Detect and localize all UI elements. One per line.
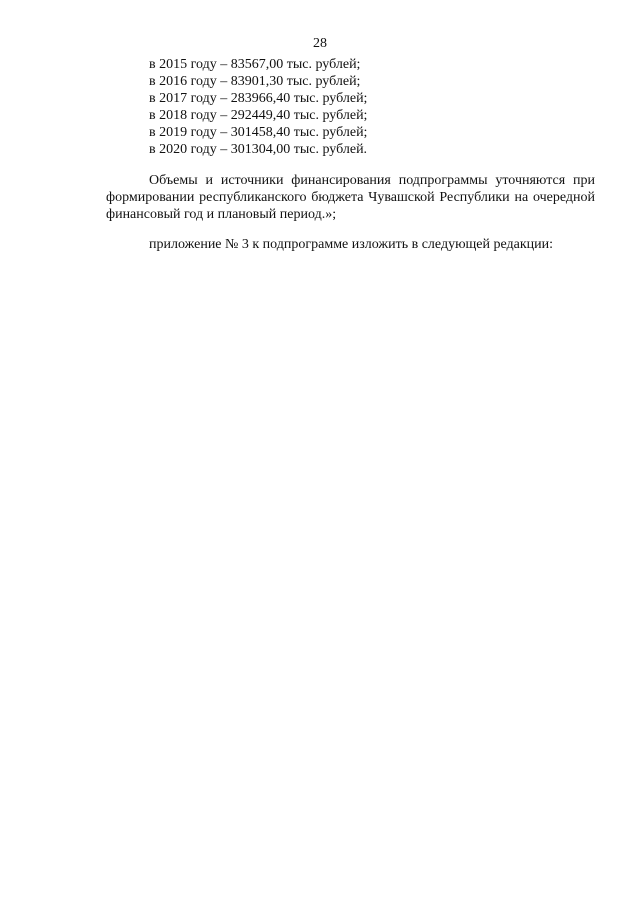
- funding-line-2019: в 2019 году – 301458,40 тыс. рублей;: [149, 125, 368, 140]
- funding-line-2016: в 2016 году – 83901,30 тыс. рублей;: [149, 74, 361, 89]
- funding-line-2020: в 2020 году – 301304,00 тыс. рублей.: [149, 142, 368, 157]
- funding-line-2018: в 2018 году – 292449,40 тыс. рублей;: [149, 108, 368, 123]
- appendix-note-paragraph: приложение № 3 к подпрограмме изложить в следующей редакции:: [149, 237, 554, 252]
- page-number: 28: [313, 36, 327, 51]
- funding-line-2015: в 2015 году – 83567,00 тыс. рублей;: [149, 57, 361, 72]
- funding-by-year-list: [149, 56, 367, 158]
- financing-note-paragraph: Объемы и источники финансирования подпрограммы уточняются при формировании республиканского бюджета Чувашской Республики на очередной финансовый год и плановый период.»;: [106, 173, 595, 222]
- funding-line-2017: в 2017 году – 283966,40 тыс. рублей;: [149, 91, 368, 106]
